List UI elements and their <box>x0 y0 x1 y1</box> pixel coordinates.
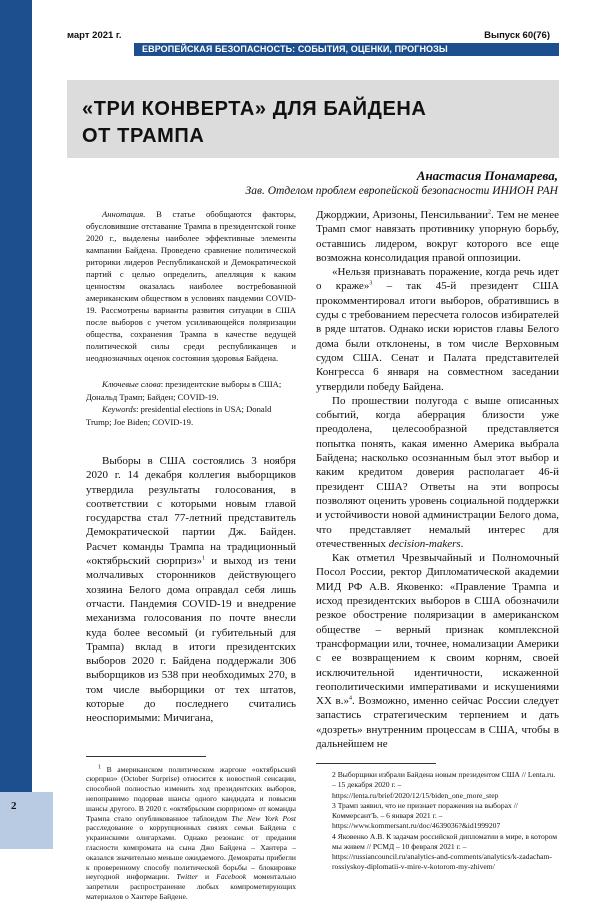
keywords-ru-text: : президентские выборы в США; Дональд Трамп; Байден; COVID-19. <box>86 379 282 402</box>
body-paragraph <box>316 394 559 551</box>
annotation-label: Аннотация. <box>102 209 146 219</box>
page-number-box <box>0 792 53 849</box>
page-number: 2 <box>11 800 17 812</box>
body-text: . Тем не менее Трамп смог навязать противнику упорную борьбу, оставшись лидером, вокруг которого все еще возможна консолидация правой оппозиции. <box>316 209 559 264</box>
body-text: Как отметил Чрезвычайный и Полномочный Посол России, ректор Дипломатической академии МИД РФ А.В. Яковенко: «Правление Трампа и исход президентских выборов в США обозначили резкое обострение поляризации в американском обществе – верный признак комплексной трансформации или, точнее, номализации Америки с ее возвращением к своим корням, своей исключительной идентичности, искаженной геополитическими императивами и искушениями XX в.» <box>316 552 559 708</box>
footnote-text: расследование о коррупционных связях семьи Байдена с украинскими олигархами. Однако резонанс от предания гласности компромата на сына Джо Байдена – Хантера – оказался значительно меньше ожидаемого. Демократы прибегли к проверенному способу политической борьбы – блокировке неугодной информации. <box>86 823 296 882</box>
body-text: . Возможно, именно сейчас России следует запастись стратегическим терпением и дать «дозреть» внутренним процессам в США, чтобы в дальнейшем не <box>316 695 559 750</box>
body-text-right <box>316 208 559 751</box>
footnote-4: 4 Яковенко А.В. К задачам российской дипломатии в мире, в котором мы живем // РСМД – 10 февраля 2021 г. – https://russiancouncil.ru/analytics-and-comments/analytics/k-zadacham-rossiyskoy-diplomatii-v-mire-v-kotorom-my-zhivem/ <box>332 831 558 872</box>
footnote-1 <box>86 765 296 902</box>
footnote-number: 1 <box>98 764 101 771</box>
body-paragraph <box>316 208 559 265</box>
keywords-en-label: Keywords <box>102 404 137 414</box>
article-title <box>82 96 426 150</box>
footnote-2: 2 Выборщики избрали Байдена новым президентом США // Lenta.ru. – 15 декабря 2020 г. – https://lenta.ru/brief/2020/12/15/biden_one_more_step <box>332 770 556 800</box>
section-banner: ЕВРОПЕЙСКАЯ БЕЗОПАСНОСТЬ: СОБЫТИЯ, ОЦЕНКИ, ПРОГНОЗЫ <box>134 43 559 56</box>
author-affiliation: Зав. Отделом проблем европейской безопасности ИНИОН РАН <box>245 185 558 197</box>
footnote-ref: 2 <box>488 209 492 216</box>
right-column <box>316 208 559 872</box>
body-text: Джорджии, Аризоны, Пенсильвании <box>316 209 489 221</box>
body-paragraph <box>316 265 559 394</box>
issue-date: март 2021 г. <box>67 30 122 41</box>
body-text: «Нельзя признавать поражение, когда речь идет о краже» <box>316 266 559 293</box>
footnote-text: The New York Post <box>231 813 296 823</box>
body-text-italic: decision-makers <box>388 537 461 550</box>
footnote-text: Twitter <box>176 872 198 882</box>
body-text: Выборы в США состоялись 3 ноября 2020 г. 14 декабря коллегия выборщиков утвердила результаты голосования, в соответствии с которыми новым главой государства стал 77-летний представитель Демократической партии Дж. Байден. Расчет команды Трампа на традиционный «октябрьский сюрприз» <box>86 455 296 568</box>
keywords-en <box>86 403 296 428</box>
body-text: – так 45-й президент США прокомментировал итоги выборов, обратившись в суды с требованием пересчета голосов избирателей в ряде штатов. Однако иски юристов главы Белого дома были отклонены, в том числе Верховным судом США. Сенат и Палата представителей Конгресса 6 января на совместном заседании утвердили победу Байдена. <box>316 280 559 393</box>
body-text-left <box>86 454 296 726</box>
keywords-en-text: : presidential elections in USA; Donald Trump; Joe Biden; COVID-19. <box>86 404 272 427</box>
annotation-text: В статье обобщаются факторы, обусловившие отставание Трампа в президентской гонке 2020 г., выделены наиболее эффективные элементы кампании Байдена. Проведено сравнение политической риторики лидеров Республиканской и Демократической партий с целью определить, апелляция к каким ценностям оказалась наиболее востребованной американским обществом в условиях пандемии COVID-19. Рассмотрены варианты развития ситуации в США после выборов с учетом усиливающейся поляризации общества, сохранения Трампа в качестве ведущей политической силы среди республиканцев и неоднозначных оценок состояния здоровья Байдена. <box>86 209 296 363</box>
title-box <box>67 80 559 158</box>
footnote-text: Facebook <box>216 872 247 882</box>
body-paragraph <box>86 454 296 726</box>
footnote-ref: 1 <box>202 555 205 562</box>
left-sidebar-bar <box>0 0 32 849</box>
title-line-1: «ТРИ КОНВЕРТА» ДЛЯ БАЙДЕНА <box>82 98 427 120</box>
body-text: . <box>460 537 464 550</box>
footnote-3: 3 Трамп заявил, что не признает поражения на выборах // КоммерсантЪ. – 6 января 2021 г. – https://www.kommersant.ru/doc/4639036?&id1999207 <box>332 800 518 831</box>
footnote-text: моментально запретили распространение любых компрометирующих материалов о Хантере Байдене. <box>86 872 296 901</box>
left-column <box>86 208 296 902</box>
footnote-text: и <box>197 872 217 882</box>
footnote-ref: 3 <box>369 280 373 287</box>
footnote-ref: 4 <box>349 695 352 702</box>
footnote-text: В американском политическом жаргоне «октябрьский сюрприз» (October Surprise) относится к новостной сенсации, способной полностью изменить ход президентских выборов, непоправимо подорвав шансы одного кандидата и повысив шансы другого. В 2020 г. «октябрьским сюрпризом» от команды Трампа стало опубликованное таблоидом <box>86 764 296 823</box>
keywords-ru-label: Ключевые слова <box>102 379 161 389</box>
author-name: Анастасия Понамарева, <box>416 168 558 183</box>
body-text: По прошествии полугода с выше описанных событий, когда аберрация близости уже преодолена, целесообразной представляется попытка понять, какая именно Америка выбрала Байдена; насколько осознанным был этот выбор и каким кредитом доверия располагает 46-й президент США? Ответы на эти вопросы позволяют оценить уровень социальной поддержки и устойчивости новой администрации Белого дома, что представляет немалый интерес для отечественных <box>316 394 559 550</box>
issue-number: Выпуск 60(76) <box>484 30 550 41</box>
title-line-2: ОТ ТРАМПА <box>82 125 205 147</box>
body-text: и выход из тени молчаливых сторонников действующего хозяина Белого дома оправдал себя лишь отчасти. Пандемия COVID-19 и внедрение механизма голосования по почте внесли куда более весомый (и губительный для Трампа) вклад в итоги президентских выборов 2020 г. Байдена поддержали 306 выборщиков из 538 при необходимых 270, в том числе выборщики от тех штатов, которые до последнего считались неоспоримыми: Мичигана, <box>86 555 296 725</box>
annotation <box>86 208 296 364</box>
keywords-ru <box>86 378 296 403</box>
body-paragraph <box>316 551 559 751</box>
